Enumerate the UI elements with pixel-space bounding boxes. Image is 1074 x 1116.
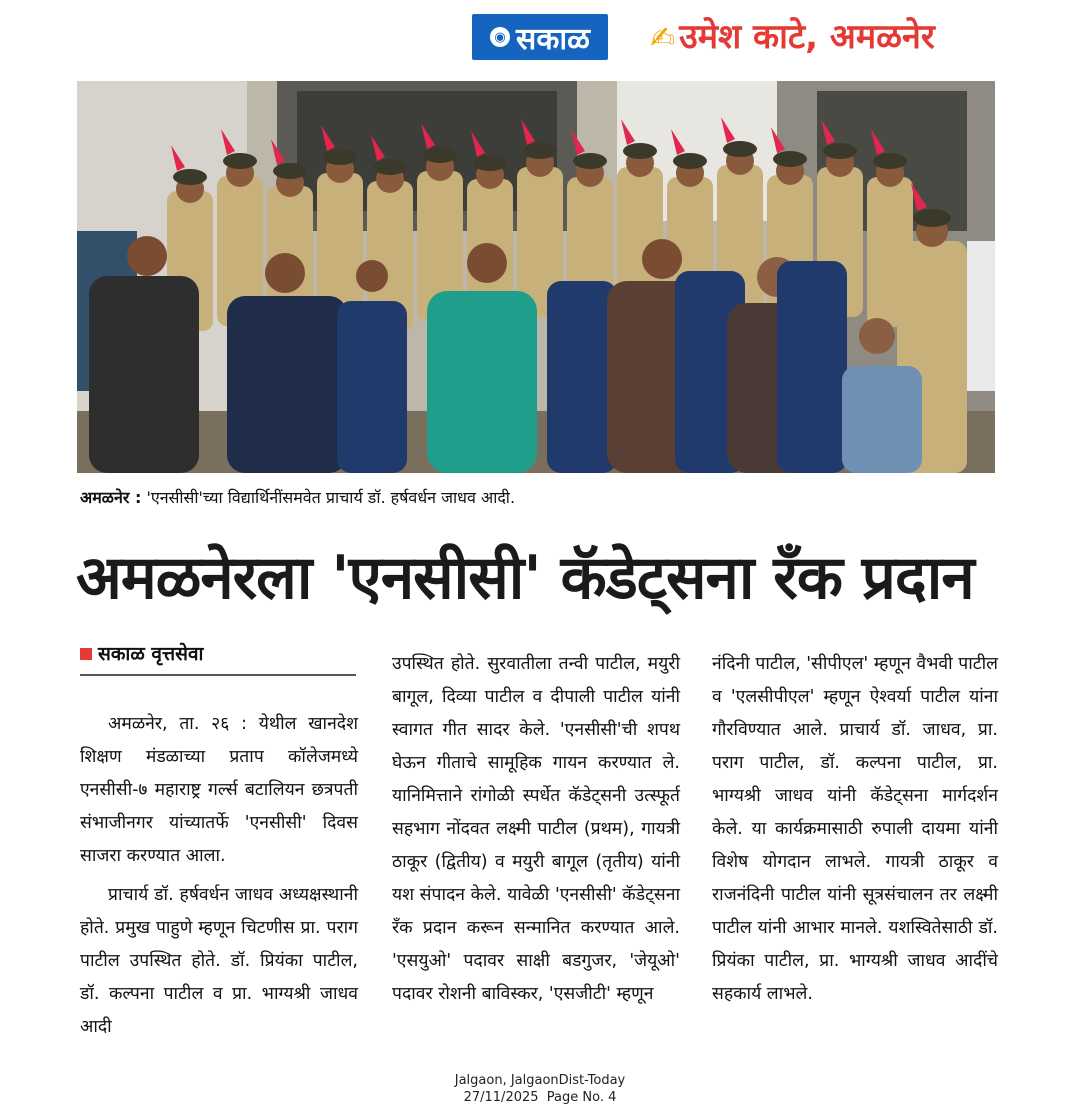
caption-place: अमळनेर : <box>80 488 142 507</box>
article-paragraph: अमळनेर, ता. २६ : येथील खानदेश शिक्षण मंडळाच्या प्रताप कॉलेजमध्ये एनसीसी-७ महाराष्ट्र गर्ल्स बटालियन छत्रपती संभाजीनगर यांच्यातर्फे 'एनसीसी' दिवस साजरा करण्यात आला. <box>80 714 358 866</box>
article-paragraph: उपस्थित होते. सुरवातीला तन्वी पाटील, मयुरी बागूल, दिव्या पाटील व दीपाली पाटील यांनी स्वागत गीत सादर केले. 'एनसीसी'ची शपथ घेऊन गीताचे सामूहिक गायन करण्यात ले. यानिमित्ताने रांगोळी स्पर्धेत कॅडेट्सनी उत्स्फूर्त सहभाग नोंदवत लक्ष्मी पाटील (प्रथम), गायत्री ठाकूर (द्वितीय) व मयुरी बागूल (तृतीय) यांनी यश संपादन केले. यावेळी 'एनसीसी' कॅडेट्सना रँक प्रदान करून सन्मानित करण्यात आले. 'एसयुओ' पदावर साक्षी बडगुजर, 'जेयूओ' पदावर रोशनी बाविस्कर, 'एसजीटी' म्हणून <box>392 654 680 1004</box>
group-photo-illustration <box>77 81 995 473</box>
sakal-logo-text: सकाळ <box>516 21 590 57</box>
byline-text: उमेश काटे, अमळनेर <box>679 17 935 57</box>
article-column-3 <box>712 648 998 1011</box>
edition-date-page: 27/11/2025 Page No. 4 <box>463 1090 617 1105</box>
writing-hand-icon: ✍ <box>650 21 676 56</box>
sakal-logo-mark-icon: ◉ <box>490 27 510 47</box>
sakal-logo <box>472 14 608 60</box>
news-service-text: सकाळ वृत्तसेवा <box>98 643 204 665</box>
group-photo <box>77 81 995 473</box>
photo-caption <box>80 486 515 508</box>
edition-footer <box>430 1072 650 1106</box>
article-column-1 <box>80 708 358 1044</box>
caption-text: 'एनसीसी'च्या विद्यार्थिनींसमवेत प्राचार्य डॉ. हर्षवर्धन जाधव आदी. <box>146 488 516 507</box>
article-paragraph: नंदिनी पाटील, 'सीपीएल' म्हणून वैभवी पाटील व 'एलसीपीएल' म्हणून ऐश्वर्या पाटील यांना गौरविण्यात आले. प्राचार्य डॉ. जाधव, प्रा. पराग पाटील, डॉ. कल्पना पाटील, प्रा. भाग्यश्री जाधव यांनी कॅडेट्सना मार्गदर्शन केले. या कार्यक्रमासाठी रुपाली दायमा यांनी विशेष योगदान लाभले. गायत्री ठाकूर व राजनंदिनी पाटील यांनी सूत्रसंचालन तर लक्ष्मी पाटील यांनी आभार मानले. यशस्वितेसाठी डॉ. प्रियंका पाटील, प्रा. भाग्यश्री जाधव आदींचे सहकार्य लाभले. <box>712 654 999 1004</box>
edition-name: Jalgaon, JalgaonDist-Today <box>454 1073 626 1088</box>
red-square-icon <box>80 648 92 660</box>
article-paragraph: प्राचार्य डॉ. हर्षवर्धन जाधव अध्यक्षस्थानी होते. प्रमुख पाहुणे म्हणून चिटणीस प्रा. पराग पाटील उपस्थित होते. डॉ. प्रियंका पाटील, डॉ. कल्पना पाटील व प्रा. भाग्यश्री जाधव आदी <box>80 885 358 1037</box>
news-service-label <box>80 640 356 676</box>
headline: अमळनेरला 'एनसीसी' कॅडेट्सना रँक प्रदान <box>76 543 974 613</box>
byline <box>650 12 935 58</box>
article-column-2 <box>392 648 680 1011</box>
